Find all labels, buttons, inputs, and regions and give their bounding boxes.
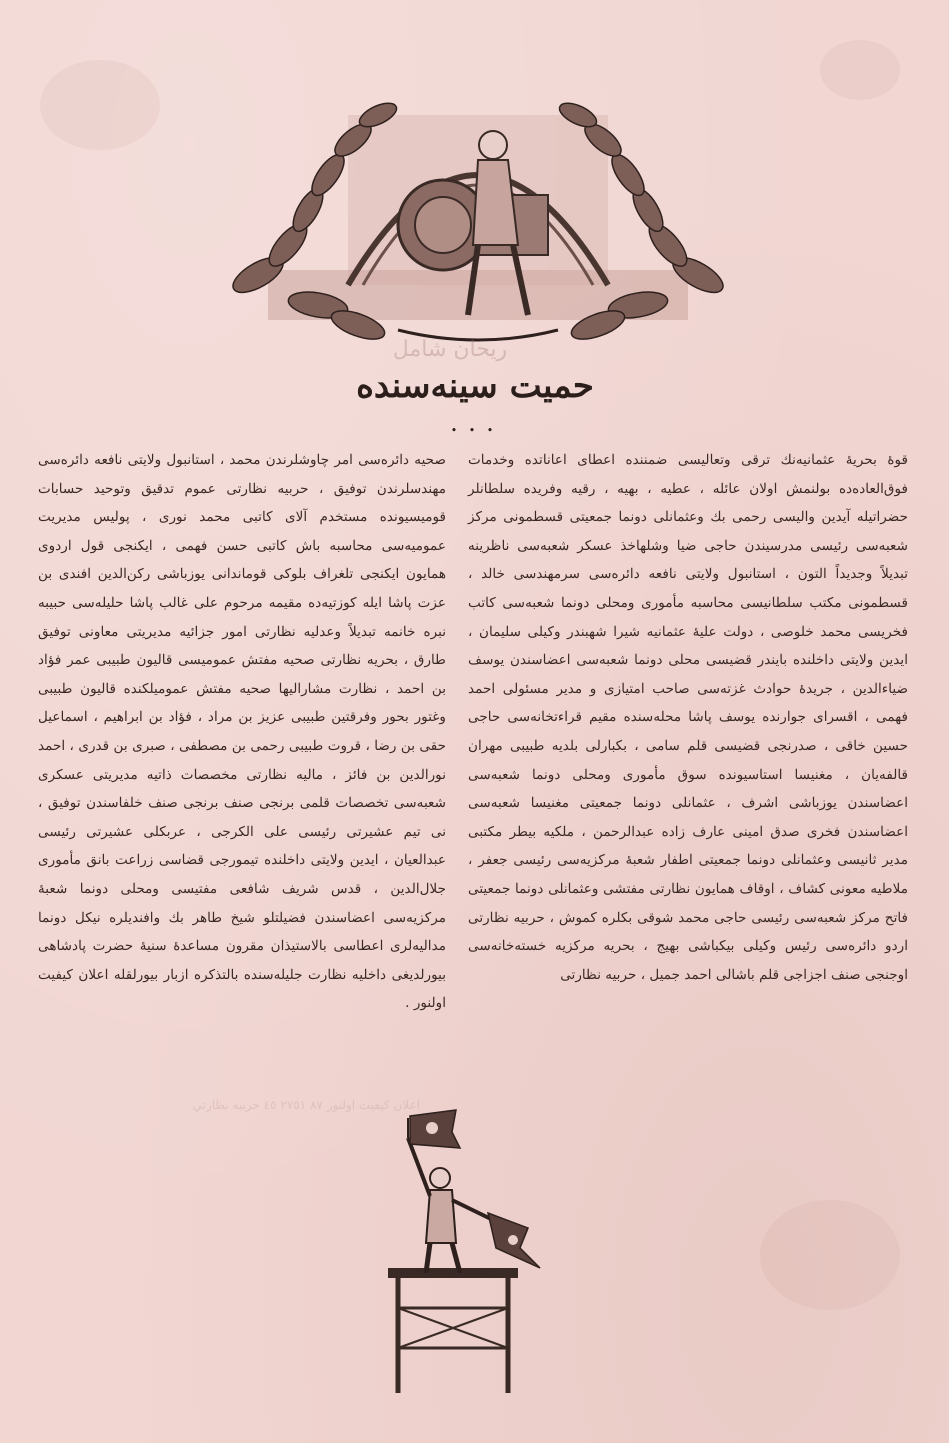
text-column-left [38,446,446,1018]
paragraph: صحیه دائره‌سی امر چاوشلرندن محمد ، استانبول ولایتی نافعه دائره‌سی مهندسلرندن توفیق ، حربیه نظارتی عموم تدقیق وتوحید حسابات قومیسیونده مستخدم آلای کاتبی محمد نوری ، پولیس مدیریت عمومیه‌سی محاسبه باش کاتبی حسن فهمی ، ایکنجی قول اردوی همایون ایکنجی تلغراف بلوکی قوماندانی یوزباشی رکن‌الدین افندی بن عزت پاشا ایله کوزتیه‌ده مقیمه مرحوم علی غالب پاشا حلیله‌سی حبیبه نبره خانمه تبدیلاً وعدلیه نظارتی امور جزائیه مدیریتی معاونی توفیق طارق ، بحریه نظارتی صحیه مفتش عمومیسی قالیون طبیبی عمر فؤاد بن احمد ، نظارت مشارالیها صحیه مفتش عمومیلکنده قالیون طبیبی وغتور بحور وفرقتین طبیبی عزیز بن مراد ، فؤاد بن ابراهیم ، اسماعیل حقی بن رضا ، قروت طبیبی رحمی بن مصطفی ، صبری بن قدری ، احمد نورالدین بن فائز ، مالیه نظارتی مخصصات ذاتیه مدیریتی عسکری شعبه‌سی تخصصات قلمی برنجی صنف برنجی صنف خلفاسندن توفیق ، نی تیم عشیرتی رئیسی علی الکرجی ، عربکلی عشیرتی رئیسی عبدالعیان ، ایدین ولایتی داخلنده تیمورجی قضاسی زراعت بانق مأموری جلال‌الدین ، قدس شریف شافعی مفتیسی ومحلی دونما شعبهٔ مرکزیه‌سی اعضاسندن فضیلتلو شیخ طاهر بك وافندیلره نیکل دونما مدالیه‌لری اعطاسی بالاستیذان مقرون مساعدهٔ سنیهٔ حضرت پادشاهی بیورلدیغی داخلیه نظارت جلیله‌سنده بالتذکره ازبار بیورلقله اعلان کیفیت اولنور . [38,452,446,1012]
paper-stain [760,1200,900,1310]
text-column-right [468,446,908,989]
paragraph: قوهٔ بحریهٔ عثمانیه‌نك ترقی وتعالیسی ضمننده اعطای اعاناتده وخدمات فوق‌العاده‌ده بولنمش اولان عائله ، عطیه ، بهیه ، رقیه وفریده سلطانلر حضراتیله آیدین والیسی رحمی بك وعثمانلی دونما جمعیتی قسطمونی مرکز شعبه‌سی رئیسی مدرسیندن حاجی ضیا وشلهاخذ عسکر شعبه‌سی ناظرینه تبدیلاً وجدیداً التون ، استانبول ولایتی نافعه دائره‌سی سرمهندسی خالد ، قسطمونی مکتب سلطانیسی محاسبه مأموری ومحلی دونما شعبه‌سی کاتب فخریسی محمد خلوصی ، دولت علیهٔ عثمانیه شیرا شهبندر وکیلی سلیمان ، ایدین ولایتی داخلنده بایندر قضیسی محلی دونما شعبه‌سی اعضاسندن یوسف ضیاءالدین ، جریدهٔ حوادث غزته‌سی صاحب امتیازی و مدیر مسئولی احمد فهمی ، اقسرای جوارنده یوسف پاشا محله‌سنده مقیم قراءتخانه‌سی حاجی حسین خاقی ، صدرنجی قضیسی قلم سامی ، بکبارلی بلدیه طبیبی مهران قالفه‌یان ، مغنیسا استاسیونده سوق مأموری ومحلی دونما شعبه‌سی اعضاسندن یوزباشی اشرف ، عثمانلی دونما جمعیتی مغنیسا شعبه‌سی اعضاسندن فخری صدق امینی عارف زاده عبدالرحمن ، ملکیه بیطر مکتبی مدیر ثانیسی وعثمانلی دونما جمعیتی اطفار شعبهٔ مرکزیه‌سی رئیسی جعفر ، ملاطیه معونی کشاف ، اوقاف همایون نظارتی مفتشی وعثمانلی دونما جمعیتی فاتح مرکز شعبه‌سی رئیسی حاجی محمد شوقی بکلره کموش ، حربیه نظارتی اردو دائره‌سی رئیس وکیلی بیکباشی بهیج ، بحریه مرکزیه خسته‌خانه‌سی اوجنجی صنف اجزاجی قلم باشالی احمد جمیل ، حربیه نظارتی [468,452,908,983]
title-ornament: • • • [450,424,498,437]
footer-illustration [368,1108,558,1396]
soldier-at-gun-with-laurel-wreath-icon [228,75,728,350]
paper-stain [40,60,160,150]
header-illustration [228,75,728,350]
paper-stain [820,40,900,100]
faint-stamp-text: ریحان شامل [392,337,508,362]
article-title: حمیت سینه‌سنده [356,366,594,406]
bleed-through-text: اعلان كيفيت اولنور ٨٧ ٢٧٥١ ٤٥ حربيه نظارتي [192,1098,420,1112]
sailor-waving-flags-on-mast-icon [368,1108,558,1396]
